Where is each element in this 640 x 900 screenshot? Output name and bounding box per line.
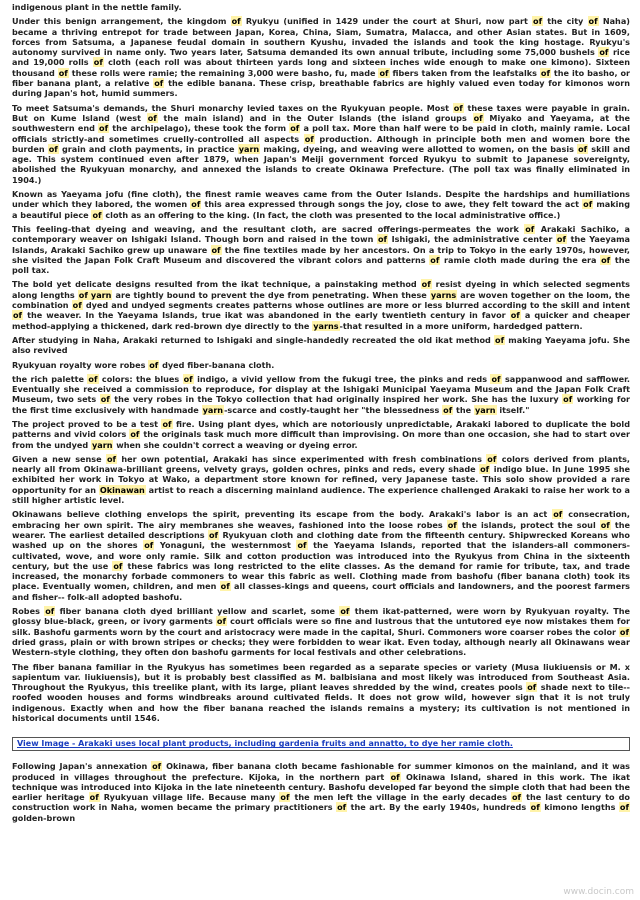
paragraph-text: the main island) and in the Outer Islands (the island groups	[157, 112, 473, 123]
paragraph-text: the wearer. The earliest detailed descriptions	[12, 519, 630, 540]
paragraph-text: ramie cloth made during the era	[440, 254, 601, 265]
paragraph-text: Ryukyu (unified in 1429 under the court at Shuri, now part	[241, 16, 533, 27]
paragraph-text: artist to reach a discerning mainland audience. The experience challenged Arakaki to raise her work to a still higher artistic level.	[12, 484, 630, 506]
article-paragraph	[12, 335, 630, 356]
highlighted-term: of	[390, 771, 400, 782]
paragraph-text: the poll tax.	[12, 254, 630, 276]
highlighted-term: of	[99, 123, 109, 134]
paragraph-text: cloth as an offering to the king. (In fact, the cloth was presented to the local administrative office.)	[102, 209, 561, 220]
paragraph-text: Ishigaki, the administrative center	[388, 234, 556, 245]
paragraph-text: all classes-kings and queens, court officials and landowners, and the poorest farmers and fisher-- folk-all adopted bashofu.	[12, 581, 631, 602]
highlighted-term: yarn	[475, 404, 496, 415]
highlighted-term: of	[130, 429, 140, 440]
highlighted-term: of	[58, 67, 68, 78]
paragraph-text: these rolls were ramie; the remaining 3,000 were basho, fu, made	[68, 67, 379, 78]
article-paragraph	[12, 509, 630, 602]
paragraph-text: the islands, protect the soul	[457, 519, 600, 530]
paragraph-text: the edible banana. These crisp, breathable fabrics are highly valued even today for kimonos worn during Japan's hot, humid summers.	[12, 78, 631, 99]
paragraph-text: indigo blue. In June 1995 she exhibited her work in Tokyo at Wako, a department store known for refined, very Japanese taste. This solo show provided a rare opportunity for an	[12, 464, 630, 495]
paragraph-text: these taxes were payable in grain. But on Kume Island (west	[12, 102, 630, 123]
highlighted-term: of	[588, 16, 598, 27]
paragraph-text: making, dyeing, and weaving were allotted to women, on the basis	[260, 143, 578, 154]
highlighted-term: of	[563, 394, 573, 405]
paragraph-text: the city	[543, 16, 588, 27]
paragraph-text: This feeling-that dyeing and weaving, and the resultant cloth, are sacred offerings-permeates the work	[12, 223, 525, 234]
paragraph-text: golden-brown	[12, 812, 76, 823]
paragraph-text: Naha) became a thriving entrepot for trade between Japan, Korea, China, Siam, Sumatra, Malacca, and other Asian states. But in 1609, forces from Satsuma, a Japanese feudal domain in southern Kyushu, invaded the islands and took the king hostage. Ryukyu's autonomy survived in name only. Two years later, Satsuma demanded its own annual tribute, including some 75,000 bushels	[12, 16, 630, 58]
highlighted-term: of	[93, 57, 103, 68]
highlighted-term: of	[480, 464, 490, 475]
highlighted-term: of	[556, 234, 566, 245]
highlighted-term: of	[337, 802, 347, 813]
highlighted-term: of	[152, 761, 162, 772]
paragraph-text: a poll tax. More than half were to be paid in cloth, mainly ramie. Local officials strictly-and sometimes cruelly-controlled all aspects	[12, 123, 630, 144]
article-paragraph	[12, 606, 630, 657]
article-paragraph	[12, 189, 630, 220]
view-image-caption[interactable]: - Arakaki uses local plant products, including gardenia fruits and annatto, to dye her ramie cloth.	[69, 739, 513, 749]
highlighted-term: of	[473, 112, 483, 123]
highlighted-term: of	[447, 519, 457, 530]
paragraph-text: them ikat-patterned, were worn by Ryukyuan royalty. The glossy blue-black, green, or ivory garments	[12, 606, 630, 627]
paragraph-text: colors: the blues	[98, 373, 183, 384]
highlighted-term: yarns	[430, 289, 457, 300]
highlighted-term: of	[231, 16, 241, 27]
highlighted-term: of	[280, 792, 290, 803]
highlighted-term: yarns	[313, 320, 339, 331]
paragraph-text: fire. Using plant dyes, which are notoriously unpredictable, Arakaki labored to duplicate the bold patterns and vivid colors	[12, 418, 630, 440]
article-paragraph	[12, 419, 630, 450]
highlighted-term: of	[491, 373, 501, 384]
paragraph-text: fiber banana cloth dyed brilliant yellow and scarlet, some	[55, 606, 340, 617]
paragraph-text: Arakaki Sachiko, a contemporary weaver on Ishigaki Island. Though born and raised in the town	[12, 223, 630, 245]
final-paragraph-container	[12, 761, 630, 823]
highlighted-term: of	[297, 540, 307, 551]
paragraph-text: shade next to tile-- roofed wooden houses and forms windbreaks around cultivated fields. It does not grow wild, however sign that it is not truly indigenous. Exactly when and how the fiber banana reached the islands remains a mystery; its cultivation is not mentioned in historical documents until 1546.	[12, 682, 630, 723]
highlighted-term: of	[599, 47, 609, 58]
paragraph-text: Ryukyuan royalty wore robes	[12, 359, 149, 370]
highlighted-term: of	[304, 133, 314, 144]
paragraph-text: dyed fiber-banana cloth.	[159, 359, 275, 370]
article-paragraph	[12, 103, 630, 185]
paragraph-text: Under this benign arrangement, the kingdom	[12, 16, 231, 27]
highlighted-term: of	[92, 209, 102, 220]
article-paragraph	[12, 761, 630, 823]
paragraph-text: the very robes in the Tokyo collection that had originally inspired her work. She has the luxury	[110, 394, 563, 405]
highlighted-term: Okinawan	[99, 484, 145, 495]
paragraph-text: production. Although in principle both men and women bore the burden	[12, 133, 630, 154]
paragraph-text: sappanwood and safflower. Eventually she received a commission to reproduce, for display at the Ishigaki Municipal Yaeyama Museum and the Japan Folk Craft Museum, two sets	[12, 373, 630, 405]
paragraph-text: Robes	[12, 606, 45, 617]
highlighted-term: of	[72, 300, 82, 311]
highlighted-term: of	[144, 540, 154, 551]
highlighted-term: of	[430, 254, 440, 265]
highlighted-term: of	[533, 16, 543, 27]
paragraph-text: grain and cloth payments, in practice	[58, 143, 238, 154]
paragraph-text: Okinawans believe clothing envelops the spirit, preventing its escape from the body. Arakaki's labor is an act	[12, 509, 553, 520]
paragraph-text: The fiber banana familiar in the Ryukyus has sometimes been regarded as a separate species or variety (Musa liukiuensis or M. x sapientum var. liukiuensis), but it is probably best classified as M. balbisiana and most likely was introduced from Southeast Asia. Throughout the Ryukyus, this treelike plant, with its large, pliant leaves shredded by the wind, creates pools	[12, 661, 630, 693]
paragraph-text: are woven together on the loom, the combination	[12, 289, 630, 311]
paragraph-text: the men left the village in the early decades	[290, 792, 511, 803]
paragraph-text: making Yaeyama jofu. She also revived	[12, 334, 630, 356]
highlighted-term: of	[495, 334, 505, 345]
highlighted-term: of	[162, 418, 172, 429]
paragraph-text: kimono lengths	[540, 802, 619, 813]
highlighted-term: of	[106, 453, 117, 464]
paragraph-text: Known as Yaeyama jofu (fine cloth), the finest ramie weaves came from the Outer Islands. Despite the hardships and humiliations under which they labored, the women	[12, 189, 630, 210]
highlighted-term: of	[216, 616, 227, 627]
paragraph-text: Ryukyuan cloth and clothing date from the fifteenth century. Shipwrecked Koreans who washed up on the shores	[12, 529, 630, 551]
highlighted-term: of	[13, 310, 23, 321]
paragraph-text: Okinawa, fiber banana cloth became fashionable for summer kimonos on the mainland, and it was produced in villages throughout the prefecture. Kijoka, in the northern part	[12, 761, 630, 782]
paragraph-text: when she couldn't correct a weaving or dyeing error.	[113, 439, 358, 450]
article-paragraph	[12, 374, 630, 415]
paragraph-text: Yonaguni, the westernmost	[154, 540, 297, 551]
highlighted-term: of	[578, 143, 588, 154]
paragraph-text: the archipelago), these took the form	[109, 123, 290, 134]
highlighted-term: of	[453, 102, 463, 113]
highlighted-term: of	[48, 143, 58, 154]
highlighted-term: yarn	[238, 143, 260, 154]
article-paragraph	[12, 279, 630, 330]
highlighted-term: of	[540, 67, 550, 78]
paragraph-text: resist dyeing in which selected segments along lengths	[12, 279, 630, 300]
highlighted-term: of	[100, 394, 110, 405]
paragraph-text: the art. By the early 1940s, hundreds	[347, 802, 530, 813]
highlighted-term: of	[527, 682, 537, 693]
paragraph-text: the Yaeyama Islands, reported that the islanders-all commoners-cultivated, wove, and wore only ramie. Silk and cotton production was introduced into the Ryukyus from China in the sixteenth century, but the use	[12, 540, 631, 571]
paragraph-text: a quicker and cheaper method-applying a thickened, dark red-brown dye directly to the	[12, 310, 630, 331]
paragraph-text: skill and age. This system continued even after 1879, when Japan's Meiji government forced Ryukyu to submit to Japanese sovereignty, abolished the Ryukyuan monarchy, and annexed the islands to create Okinawa Prefecture. (The poll tax was finally eliminated in 1904.)	[12, 143, 630, 185]
highlighted-term: of	[89, 792, 99, 803]
paragraph-text: the ito basho, or fiber banana plant, a relative	[12, 67, 631, 89]
highlighted-term: of	[443, 404, 453, 415]
paragraph-text: are tightly bound to prevent the dye from penetrating. When these	[112, 289, 430, 300]
paragraph-text: fibers taken from the leafstalks	[389, 67, 540, 78]
highlighted-term: of	[183, 373, 193, 384]
article-paragraph	[12, 454, 630, 505]
paragraph-text: indigenous plant in the nettle family.	[12, 2, 182, 12]
article-paragraph	[12, 16, 630, 98]
paragraph-text: making a beautiful piece	[12, 199, 630, 220]
highlighted-term: of	[601, 254, 611, 265]
article-paragraph	[12, 662, 630, 724]
article-body	[12, 2, 630, 723]
paragraph-text: Miyako and Yaeyama, at the southwestern end	[12, 112, 630, 134]
highlighted-term: of yarn	[78, 289, 112, 300]
highlighted-term: of	[487, 453, 497, 464]
highlighted-term: of	[220, 581, 230, 592]
highlighted-term: of	[553, 509, 563, 520]
paragraph-text: dried grass, plain or with brown stripes or checks; they were forbidden to wear ikat. Even today, although nearly all Okinawans wear Western-style clothing, they often don bashofu garments for local festivals and other celebrations.	[12, 636, 630, 658]
highlighted-term: of	[149, 359, 159, 370]
highlighted-term: of	[530, 802, 540, 813]
highlighted-term: of	[191, 199, 201, 210]
highlighted-term: of	[377, 234, 388, 245]
paragraph-text: cloth (each roll was about thirteen yards long and sixteen inches wide enough to make one kimono). Sixteen thousand	[12, 57, 631, 78]
highlighted-term: of	[340, 606, 350, 617]
paragraph-text: -scarce and costly-taught her "the blessedness	[224, 404, 443, 415]
paragraph-text: After studying in Naha, Arakaki returned to Ishigaki and single-handedly recreated the old ikat method	[12, 334, 495, 345]
highlighted-term: of	[208, 529, 219, 540]
paragraph-text: the originals task much more difficult than improvising. On more than one occasion, she had to start over from the undyed	[12, 429, 630, 450]
highlighted-term: yarn	[91, 439, 113, 450]
highlighted-term: of	[154, 78, 164, 89]
highlighted-term: of	[211, 244, 221, 255]
paragraph-text: the Yaeyama Islands, Arakaki Sachiko grew up unaware	[12, 234, 630, 255]
paragraph-text: the fine textiles made by her ancestors. On a trip to Tokyo in the early 1970s, however, she visited the Japan Folk Craft Museum and discovered the vibrant colors and patterns	[12, 244, 630, 265]
paragraph-text: these fabrics was long restricted to the elite classes. As the demand for ramie for tribute, tax, and trade increased, the monarchy forbade commoners to wear this fabric as well. Clothing made from bashofu (fiber banana cloth) took its place. Eventually women, children, and men	[12, 560, 631, 592]
highlighted-term: of	[525, 223, 535, 234]
paragraph-text: indigo, a vivid yellow from the fukugi tree, the pinks and reds	[193, 373, 491, 384]
highlighted-term: of	[421, 279, 431, 290]
paragraph-text: this area expressed through songs the joy, close to awe, they felt toward the act	[201, 199, 583, 210]
highlighted-term: of	[113, 560, 123, 571]
view-image-caption-box	[12, 737, 630, 751]
paragraph-text: the	[453, 404, 474, 415]
highlighted-term: of	[88, 373, 98, 384]
highlighted-term: of	[510, 310, 520, 321]
paragraph-text: dyed and undyed segments creates patterns whose outlines are more or less blurred according to the skill and intent	[82, 300, 630, 311]
paragraph-text: The bold yet delicate designs resulted from the ikat technique, a painstaking method	[12, 279, 421, 290]
paragraph-text: itself."	[496, 404, 530, 415]
highlighted-term: of	[619, 802, 629, 813]
highlighted-term: of	[583, 199, 593, 210]
article-paragraph	[12, 2, 630, 12]
paragraph-text: The project proved to be a test	[12, 418, 162, 429]
highlighted-term: of	[290, 123, 300, 134]
paragraph-text: colors derived from plants, nearly all from Okinawa-brilliant greens, velvety grays, golden ochres, pinks and reds, every shade	[12, 453, 630, 475]
paragraph-text: Following Japan's annexation	[12, 761, 152, 772]
highlighted-term: of	[147, 112, 157, 123]
paragraph-text: To meet Satsuma's demands, the Shuri monarchy levied taxes on the Ryukyuan people. Most	[12, 102, 453, 113]
paragraph-text: court officials were so fine and lustrous that the untutored eye now mistakes them for silk. Bashofu garments worn by the court and aristocracy were made in the capital, Shuri. Commoners wore coarser robes the color	[12, 616, 630, 637]
paragraph-text: the last century to do construction work in Naha, women became the primary practitioners	[12, 792, 630, 813]
article-paragraph	[12, 224, 630, 275]
highlighted-term: of	[619, 626, 629, 637]
paragraph-text: consecration, embracing her own spirit. The airy membranes she weaves, fashioned into the loose robes	[12, 509, 630, 530]
watermark: www.docin.com	[563, 887, 634, 897]
highlighted-term: of	[379, 67, 389, 78]
paragraph-text: her own potential, Arakaki has since experimented with fresh combinations	[117, 453, 487, 464]
paragraph-text: the weaver. In the Yaeyama Islands, true ikat was abandoned in the early twentieth century in favor	[23, 310, 510, 321]
highlighted-term: of	[45, 606, 55, 617]
paragraph-text: -that resulted in a more uniform, hardedged pattern.	[339, 320, 583, 331]
highlighted-term: of	[511, 792, 522, 803]
highlighted-term: of	[600, 519, 610, 530]
paragraph-text: the rich palette	[12, 373, 88, 384]
paragraph-text: Given a new sense	[12, 453, 106, 464]
paragraph-text: working for the first time exclusively with handmade	[12, 394, 631, 415]
paragraph-text: Ryukyuan village life. Because many	[99, 792, 280, 803]
highlighted-term: yarn	[202, 404, 224, 415]
paragraph-text: Okinawa Island, shared in this work. The ikat technique was introduced into Kijoka in the late nineteenth century. Bashofu developed far beyond the simple cloth that had been the earlier heritage	[12, 771, 630, 803]
article-paragraph	[12, 360, 630, 370]
paragraph-text: rice and 19,000 rolls	[12, 47, 630, 68]
view-image-link[interactable]: View Image	[17, 739, 70, 749]
